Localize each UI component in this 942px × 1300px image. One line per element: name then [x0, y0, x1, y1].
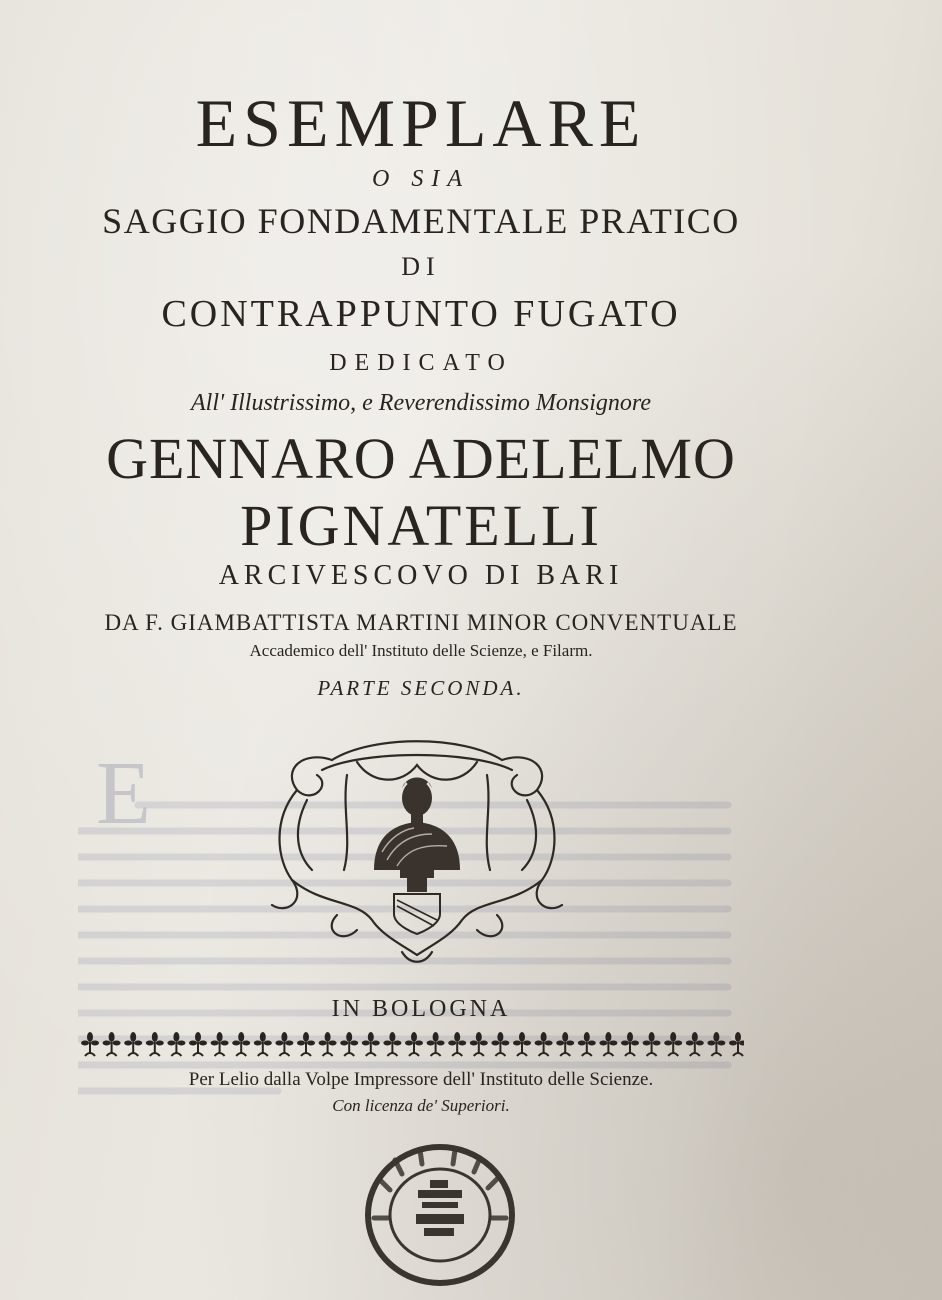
- fleuron: [643, 1032, 661, 1056]
- dedicato-line: DEDICATO: [329, 350, 513, 376]
- fleuron: [211, 1032, 229, 1056]
- fleuron: [729, 1032, 744, 1056]
- fleuron: [340, 1032, 358, 1056]
- fleuron: [146, 1032, 164, 1056]
- fleuron: [707, 1032, 725, 1056]
- fleuron: [556, 1032, 574, 1056]
- fleuron: [513, 1032, 531, 1056]
- o-sia-line: O SIA: [372, 166, 470, 192]
- dedicatee-name-1: GENNARO ADELELMO: [106, 426, 736, 491]
- fleuron: [448, 1032, 466, 1056]
- fleuron: [254, 1032, 272, 1056]
- licence-line: Con licenza de' Superiori.: [332, 1096, 510, 1115]
- library-stamp-icon: [360, 1140, 520, 1290]
- imprint-city: IN BOLOGNA: [331, 996, 511, 1022]
- fleuron: [383, 1032, 401, 1056]
- di-line: DI: [401, 252, 441, 281]
- academy-line: Accademico dell' Instituto delle Scienze, e Filarm.: [249, 641, 593, 660]
- bust-cartouche-icon: [262, 730, 572, 970]
- fleuron: [664, 1032, 682, 1056]
- dedicatee-title: ARCIVESCOVO DI BARI: [218, 560, 624, 591]
- fleuron: [405, 1032, 423, 1056]
- fleuron: [599, 1032, 617, 1056]
- fleuron-rule-icon: [80, 1028, 744, 1062]
- dedication-line: All' Illustrissimo, e Reverendissimo Monsignore: [191, 390, 651, 416]
- subject-line: CONTRAPPUNTO FUGATO: [161, 293, 681, 335]
- fleuron: [189, 1032, 207, 1056]
- fleuron: [232, 1032, 250, 1056]
- fleuron: [491, 1032, 509, 1056]
- fleuron: [275, 1032, 293, 1056]
- fleuron: [297, 1032, 315, 1056]
- part-line: PARTE SECONDA.: [317, 676, 525, 700]
- fleuron: [81, 1032, 99, 1056]
- fleuron: [319, 1032, 337, 1056]
- fleuron: [470, 1032, 488, 1056]
- fleuron: [686, 1032, 704, 1056]
- fleuron: [578, 1032, 596, 1056]
- fleuron: [362, 1032, 380, 1056]
- subtitle: SAGGIO FONDAMENTALE PRATICO: [102, 201, 740, 241]
- fleuron: [124, 1032, 142, 1056]
- printer-line: Per Lelio dalla Volpe Impressore dell' Instituto delle Scienze.: [188, 1069, 654, 1090]
- author-line: DA F. GIAMBATTISTA MARTINI MINOR CONVENTUALE: [104, 610, 738, 635]
- show-through-initial: E: [96, 744, 151, 843]
- fleuron: [103, 1032, 121, 1056]
- fleuron: [621, 1032, 639, 1056]
- book-title: ESEMPLARE: [195, 85, 647, 161]
- fleuron: [427, 1032, 445, 1056]
- fleuron: [535, 1032, 553, 1056]
- dedicatee-name-2: PIGNATELLI: [240, 493, 602, 558]
- fleuron: [167, 1032, 185, 1056]
